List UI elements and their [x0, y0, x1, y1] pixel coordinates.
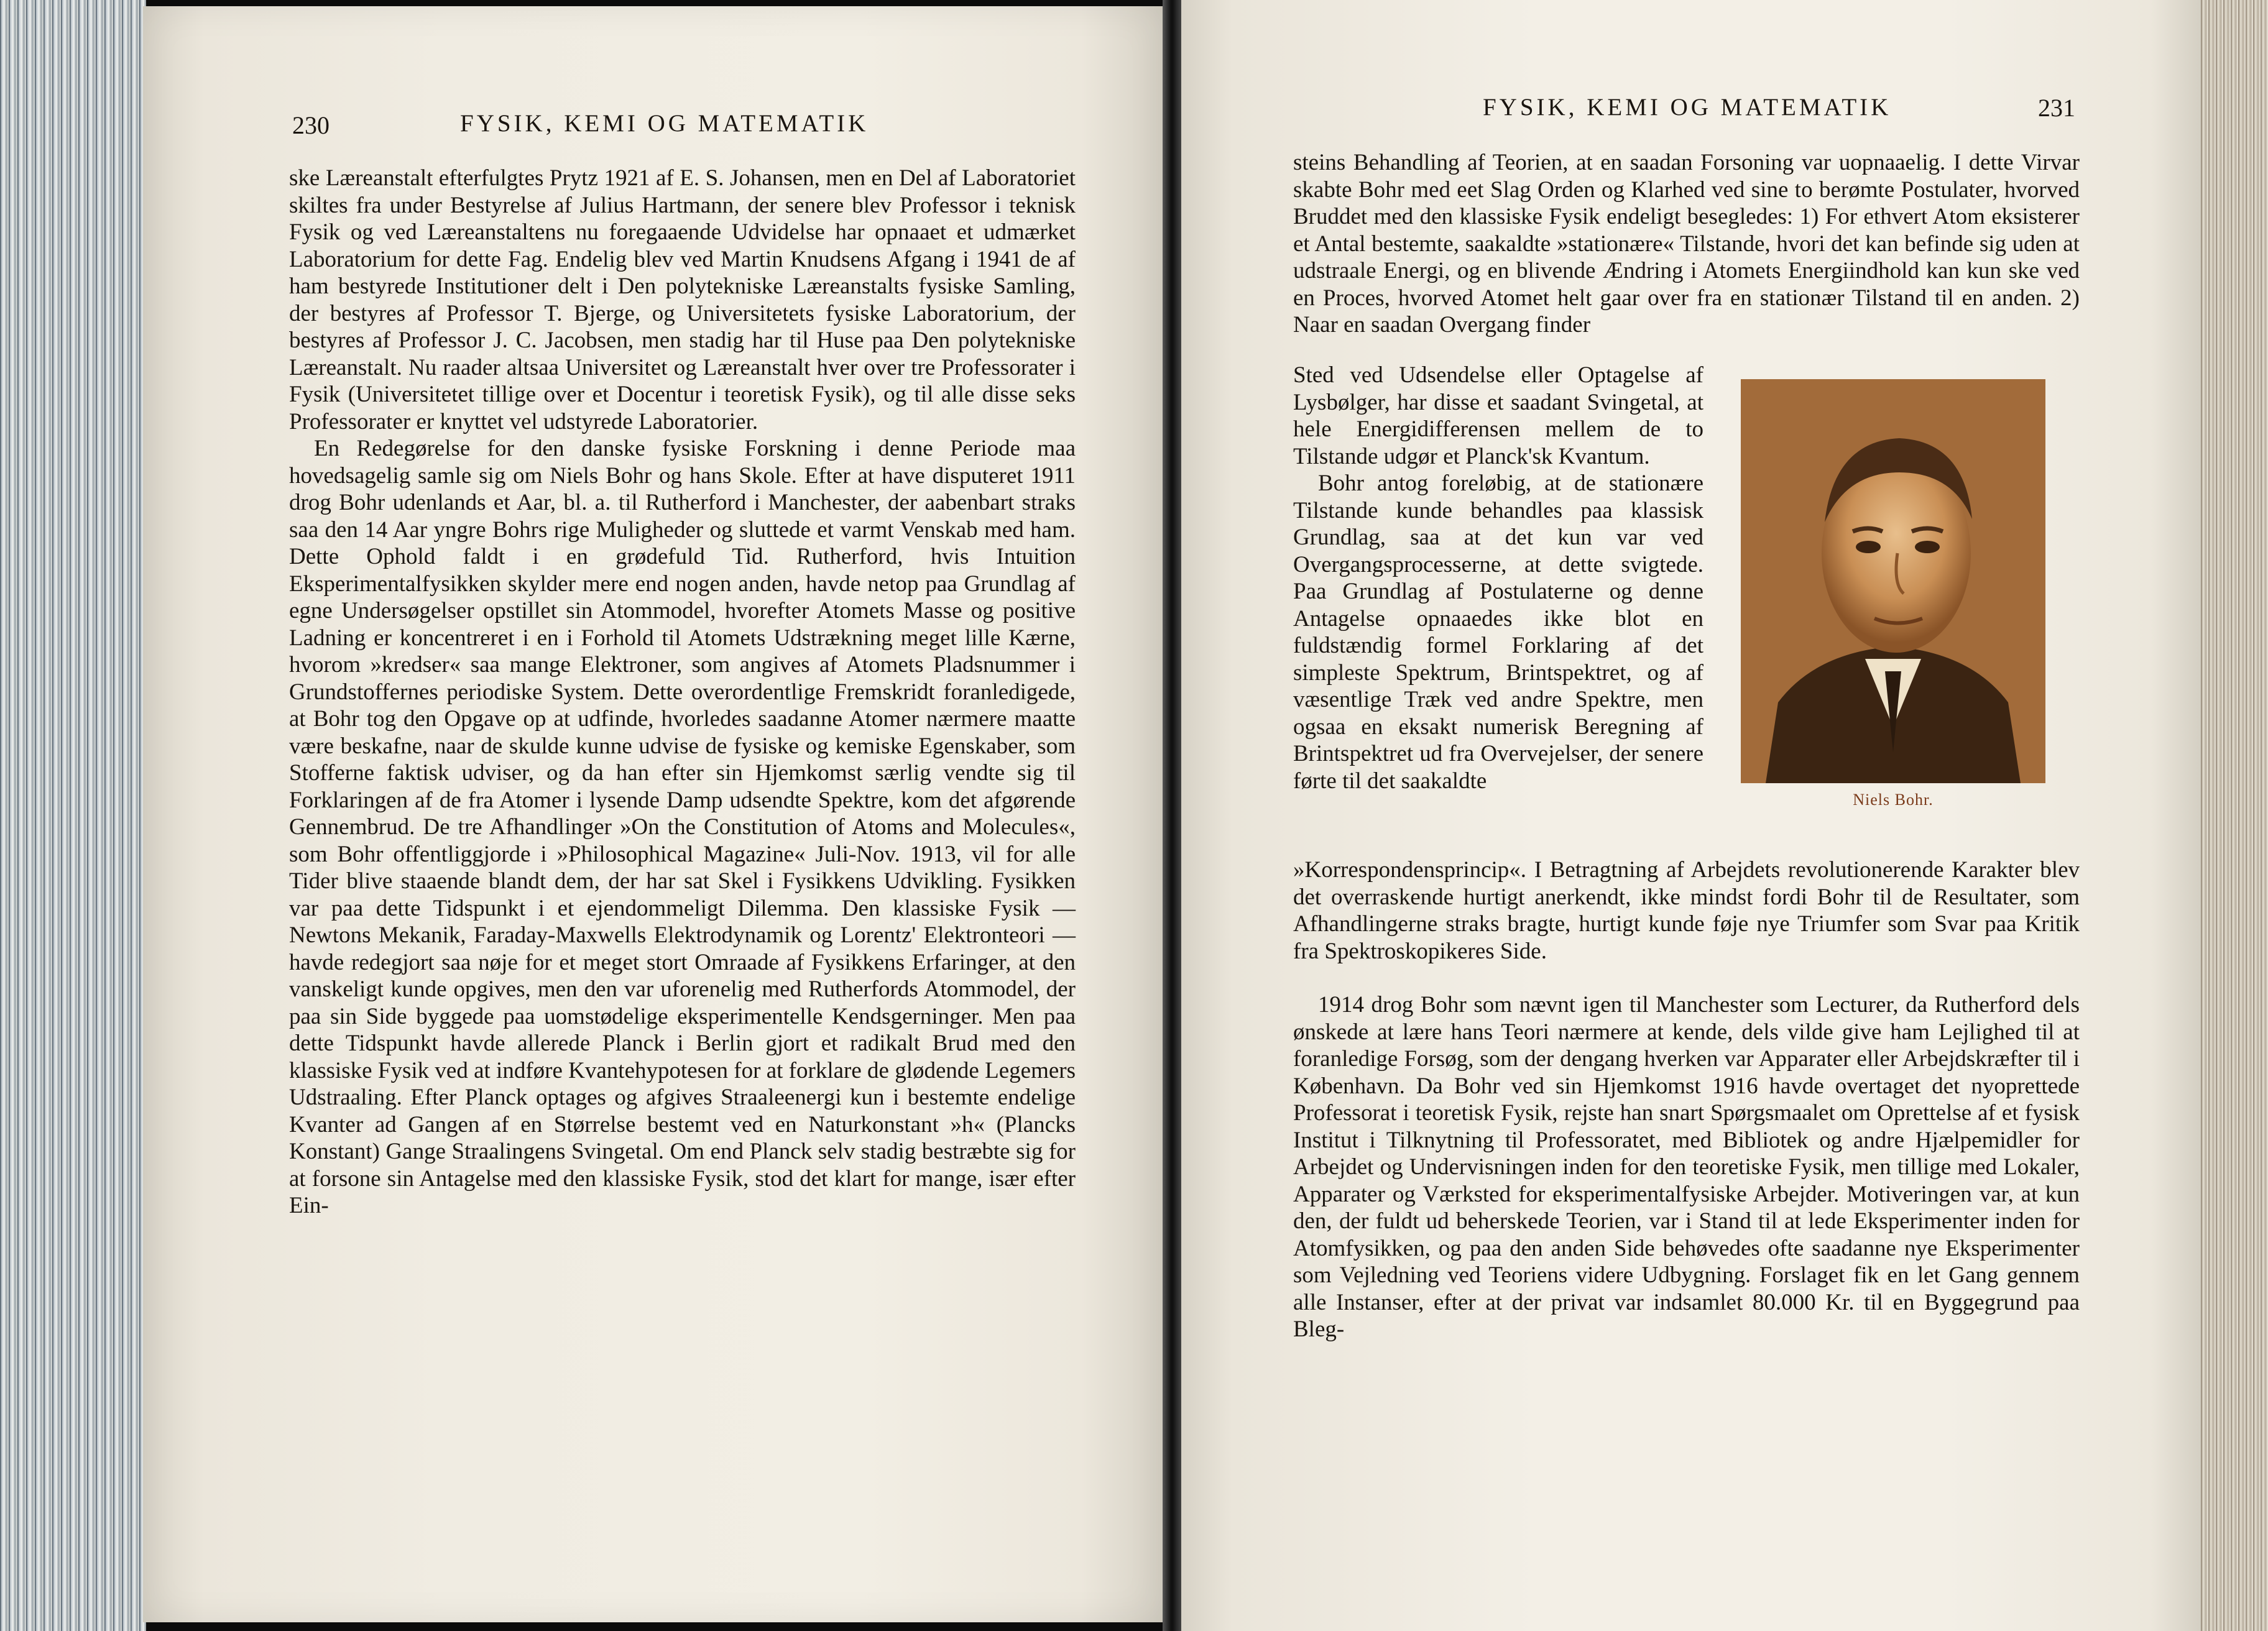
left-paragraph-2: En Redegørelse for den danske fysiske Forskning i denne Periode maa hovedsagelig samle sig om Niels Bohr og hans Skole. Efter at have disputeret 1911 drog Bohr udenlands et Aar, bl. a. til Rutherford i Manchester, der aabenbart straks saa den 14 Aar yngre Bohrs rige Muligheder og sluttede et varmt Venskab med ham. Dette Ophold faldt i en grødefuld Tid. Rutherford, hvis Intuition Eksperimentalfysikken skylder mere end nogen anden, havde netop paa Grundlag af egne Undersøgelser opstillet sin Atommodel, hvorefter Atomets Masse og positive Ladning er koncentreret i en i Forhold til Atomets Udstrækning meget lille Kærne, hvorom »kredser« saa mange Elektroner, som angives af Atomets Pladsnummer i Grundstoffernes periodiske System. Dette overordentlige Fremskridt foranledigede, at Bohr tog den Opgave op at udfinde, hvorledes saadanne Atomer nærmere maatte være beskafne, naar de skulde kunne udvise de fysiske og kemiske Egenskaber, som Stofferne faktisk udviser, og da han efter sin Hjemkomst særlig vendte sig til Forklaringen af de fra Atomer i lysende Damp udsendte Spektre, kom det afgørende Gennembrud. De tre Afhandlinger »On the Constitution of Atoms and Molecules«, som Bohr offentliggjorde i »Philosophical Magazine« Juli-Nov. 1913, vil for alle Tider blive staaende blandt dem, der har sat Skel i Fysikkens Udvikling. Fysikken var paa dette Tidspunkt i et ejendommeligt Dilemma. Den klassiske Fysik — Newtons Mekanik, Faraday-Maxwells Elektrodynamik og Lorentz' Elektronteori — havde redegjort saa nøje for et meget stort Omraade af Fysikkens Erfaringer, at den vanskeligt kunde opgives, men den var uforenelig med Rutherfords Atommodel, der paa sin Side byggede paa uomstødelige eksperimentelle Kendsgerninger. Men paa dette Tidspunkt havde allerede Planck i Berlin gjort et radikalt Brud med den klassiske Fysik ved at indføre Kvantehypotesen for at forklare de glødende Legemers Udstraaling. Efter Planck optages og afgives Straaleenergi kun i bestemte endelige Kvanter ad Gangen af en Størrelse bestemt ved en Naturkonstant »h« (Plancks Konstant) Gange Straalingens Svingetal. Om end Planck selv stadig bestræbte sig for at forsone sin Antagelse med den klassiske Fysik, stod det klart for mange, især efter Ein- [289, 436, 1076, 1218]
portrait-figure [1741, 379, 2045, 811]
left-running-head: FYSIK, KEMI OG MATEMATIK [460, 110, 869, 137]
right-page-stack-edge [2201, 0, 2268, 1631]
left-text-column [289, 165, 1076, 1220]
right-last-paragraph: 1914 drog Bohr som nævnt igen til Manchester som Lecturer, da Rutherford dels ønskede at lære hans Teori nærmere at kende, dels vilde give ham Lejlighed til at foranledige Forsøg, som der dengang hverken var Apparater eller Arbejdskræfter til i København. Da Bohr ved sin Hjemkomst 1916 havde overtaget det nyoprettede Professorat i teoretisk Fysik, rejste han snart Spørgsmaalet om Oprettelse af et fysisk Institut i Tilknytning til Professoratet, med Bibliotek og andre Hjælpemidler for Arbejdet og Undervisningen inden for den teoretiske Fysik, men tillige med Lokaler, Apparater og Værksted for eksperimentalfysiske Arbejder. Motiveringen var, at kun den, der fuldt ud beherskede Teorien, var i Stand til at lede Eksperimenter inden for Atomfysikken, og paa den anden Side behøvedes ofte saadanne nye Eksperimenter som Vejledning ved Teoriens videre Udbygning. Forslaget fik en let Gang gennem alle Instanser, efter at der privat var indsamlet 80.000 Kr. til en Byggegrund paa Bleg- [1293, 992, 2080, 1342]
portrait-illustration [1741, 379, 2045, 783]
right-running-head: FYSIK, KEMI OG MATEMATIK [1483, 94, 1892, 121]
right-top-text: steins Behandling af Teorien, at en saadan Forsoning var uopnaaelig. I dette Virvar skabte Bohr med eet Slag Orden og Klarhed ved sine to berømte Postulater, hvorved Bruddet med den klassiske Fysik endeligt besegledes: 1) For ethvert Atom eksisterer et Antal bestemte, saakaldte »stationære« Tilstande, hvori det kan befinde sig uden at udstraale Energi, og en blivende Ændring i Atomets Energiindhold kan kun ske ved en Proces, hvorved Atomet helt gaar over fra en stationær Tilstand til en anden. 2) Naar en saadan Overgang finder [1293, 150, 2080, 338]
right-wrap-text-2: Bohr antog foreløbig, at de stationære Tilstande kunde behandles paa klassisk Grundlag, saa at det kun var ved Overgangsprocesserne, at dette svigtede. Paa Grundlag af Postulaterne og denne Antagelse opnaaedes ikke blot en fuldstændig formel Forklaring af det simpleste Spektrum, Brintspektret, og af væsentlige Træk ved andre Spektre, men ogsaa en eksakt numerisk Beregning af Brintspektret ud fra Overvejelser, der senere førte til det saakaldte [1293, 471, 1703, 794]
right-after-figure-text: »Korrespondensprincip«. I Betragtning af Arbejdets revolutionerende Karakter blev det overraskende hurtigt anerkendt, ikke mindst fordi Bohr til de Resultater, som Afhandlingerne straks bragte, hurtigt kunde føje nye Triumfer som Svar paa Kritik fra Spektroskopikeres Side. [1293, 857, 2080, 964]
book-gutter [1163, 0, 1181, 1631]
left-paragraph-1: ske Læreanstalt efterfulgtes Prytz 1921 af E. S. Johansen, men en Del af Laboratoriet skiltes fra under Bestyrelse af Julius Hartmann, der senere blev Professor i teknisk Fysik og ved Læreanstaltens nu foregaaende Udvidelse har opnaaet et udmærket Laboratorium for dette Fag. Endelig blev ved Martin Knudsens Afgang i 1941 de af ham bestyrede Institutioner delt i Den polytekniske Læreanstalts fysiske Samling, der bestyres af Professor T. Bjerge, og Universitetets fysiske Laboratorium, der bestyres af Professor J. C. Jacobsen, men stadig har til Huse paa Den polytekniske Læreanstalt. Nu raader altsaa Universitet og Læreanstalt hver over tre Professorater i Fysik (Universitetet tillige over et Docentur i teoretisk Fysik), og til alle disse seks Professorater er knyttet vel udstyrede Laboratorier. [289, 165, 1076, 434]
portrait-photo [1741, 379, 2045, 783]
right-wrap-text: Sted ved Udsendelse eller Optagelse af Lysbølger, har disse et saadant Svingetal, at hele Energidifferensen mellem de to Tilstande udgør et Planck'sk Kvantum. [1293, 362, 1703, 469]
left-page-stack-edge [0, 0, 146, 1631]
right-wrap-text-column [1293, 362, 1703, 794]
right-page-number: 231 [2038, 94, 2075, 122]
portrait-caption: Niels Bohr. [1853, 791, 1934, 809]
left-page-number: 230 [292, 111, 330, 139]
